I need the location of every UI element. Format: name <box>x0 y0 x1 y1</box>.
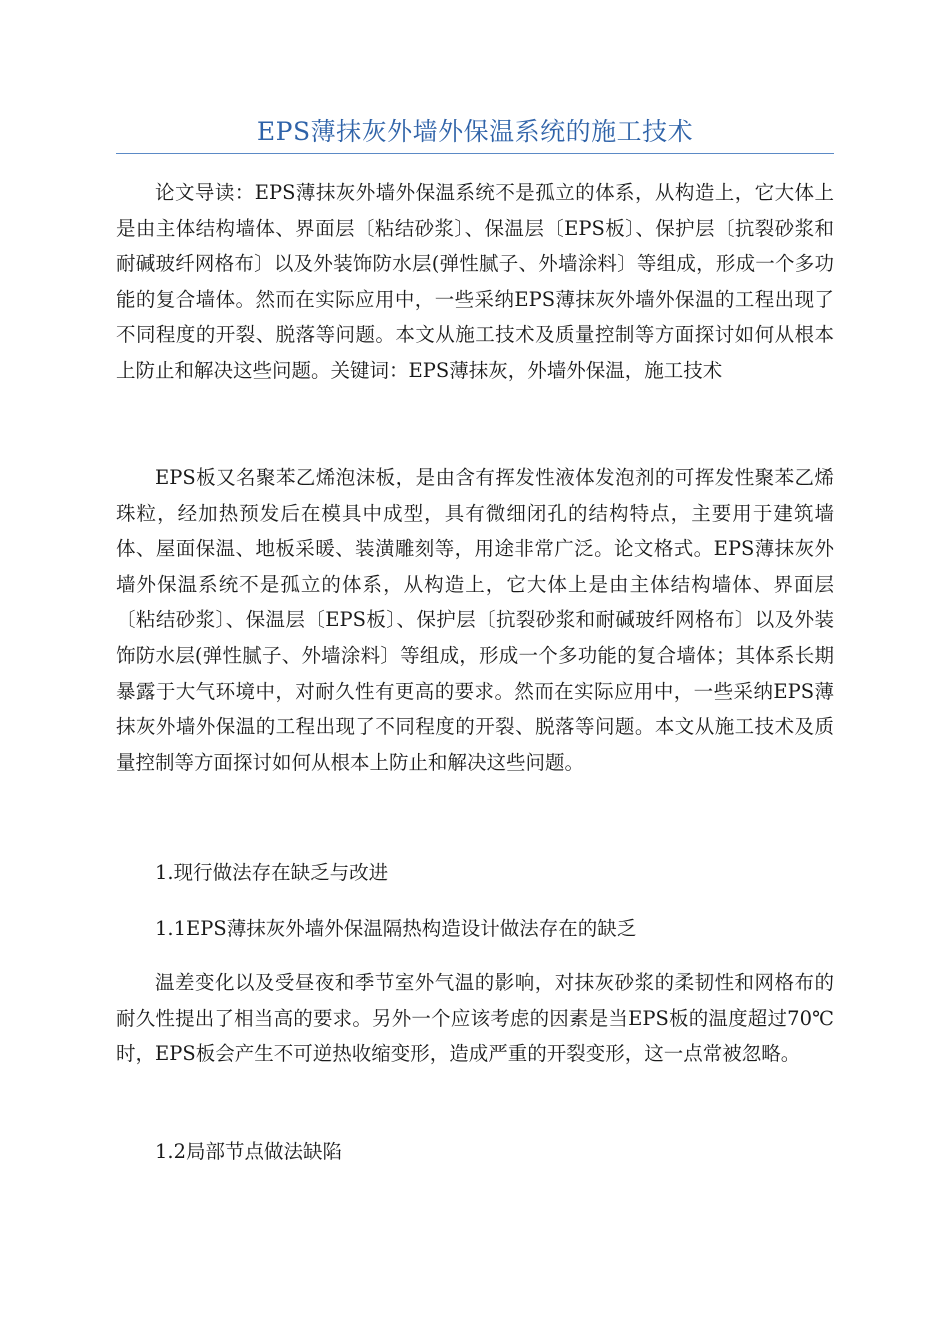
section-heading-1: 1.现行做法存在缺乏与改进 <box>155 861 389 884</box>
title-underline <box>116 153 834 154</box>
paragraph-eps-intro: EPS板又名聚苯乙烯泡沫板，是由含有挥发性液体发泡剂的可挥发性聚苯乙烯珠粒，经加热预发后在模具中成型，具有微细闭孔的结构特点，主要用于建筑墙体、屋面保温、地板采暖、装潢雕刻等，用途非常广泛。论文格式。EPS薄抹灰外墙外保温系统不是孤立的体系，从构造上，它大体上是由主体结构墙体、界面层〔粘结砂浆〕、保温层〔EPS板〕、保护层〔抗裂砂浆和耐碱玻纤网格布〕以及外装饰防水层(弹性腻子、外墙涂料〕等组成，形成一个多功能的复合墙体；其体系长期暴露于大气环境中，对耐久性有更高的要求。然而在实际应用中，一些采纳EPS薄抹灰外墙外保温的工程出现了不同程度的开裂、脱落等问题。本文从施工技术及质量控制等方面探讨如何从根本上防止和解决这些问题。 <box>116 466 834 774</box>
section-heading-1-1: 1.1EPS薄抹灰外墙外保温隔热构造设计做法存在的缺乏 <box>155 917 637 940</box>
paragraph-abstract: 论文导读：EPS薄抹灰外墙外保温系统不是孤立的体系，从构造上，它大体上是由主体结构墙体、界面层〔粘结砂浆〕、保温层〔EPS板〕、保护层〔抗裂砂浆和耐碱玻纤网格布〕以及外装饰防水层(弹性腻子、外墙涂料〕等组成，形成一个多功能的复合墙体。然而在实际应用中，一些采纳EPS薄抹灰外墙外保温的工程出现了不同程度的开裂、脱落等问题。本文从施工技术及质量控制等方面探讨如何从根本上防止和解决这些问题。关键词：EPS薄抹灰，外墙外保温，施工技术 <box>116 181 834 382</box>
paragraph-temperature: 温差变化以及受昼夜和季节室外气温的影响，对抹灰砂浆的柔韧性和网格布的耐久性提出了相当高的要求。另外一个应该考虑的因素是当EPS板的温度超过70℃时，EPS板会产生不可逆热收缩变形，造成严重的开裂变形，这一点常被忽略。 <box>116 971 834 1066</box>
document-title: EPS薄抹灰外墙外保温系统的施工技术 <box>256 117 694 146</box>
section-heading-1-2: 1.2局部节点做法缺陷 <box>155 1140 343 1163</box>
